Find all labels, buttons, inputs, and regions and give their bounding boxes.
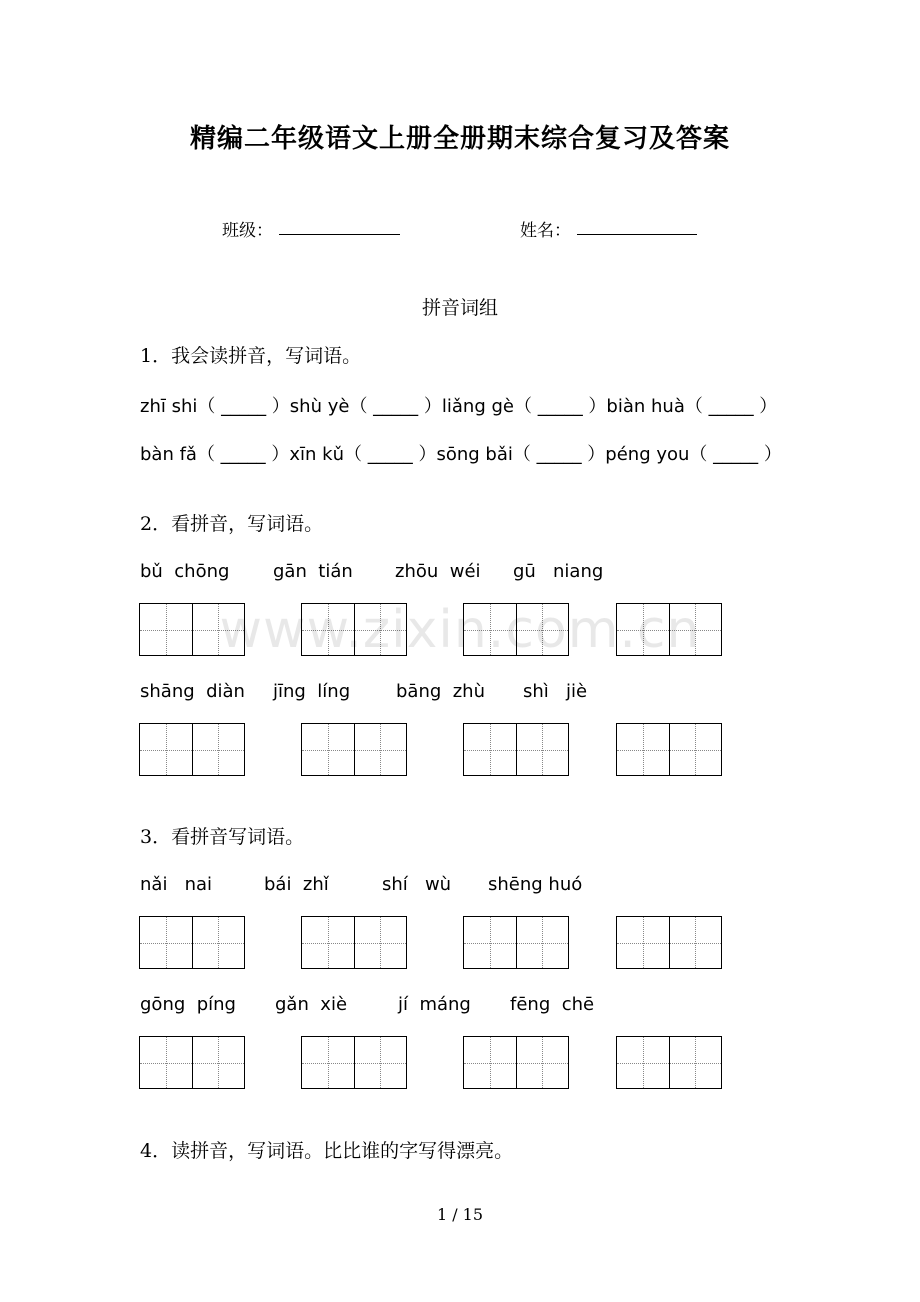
- pinyin-label: gū niang: [513, 561, 604, 582]
- writing-grid[interactable]: [139, 723, 245, 776]
- pinyin-label: gān tián: [273, 561, 353, 582]
- writing-grid[interactable]: [463, 916, 569, 969]
- pinyin-label: shì jiè: [523, 681, 588, 702]
- section-title: 拼音词组: [421, 297, 498, 319]
- writing-grid[interactable]: [139, 916, 245, 969]
- grid-cell[interactable]: [302, 724, 354, 775]
- pinyin-label: shēng huó: [488, 874, 583, 895]
- grid-cell[interactable]: [516, 917, 569, 968]
- grid-cell[interactable]: [617, 724, 669, 775]
- page-number: 1 / 15: [436, 1205, 484, 1224]
- pinyin-label: jīng líng: [273, 681, 351, 702]
- pinyin-label: nǎi nai: [140, 874, 213, 895]
- document-title: 精编二年级语文上册全册期末综合复习及答案: [189, 124, 730, 154]
- name-blank-line: [577, 234, 697, 235]
- grid-cell[interactable]: [516, 724, 569, 775]
- grid-cell[interactable]: [617, 1037, 669, 1088]
- pinyin-label: bāng zhù: [396, 681, 485, 702]
- writing-grid[interactable]: [301, 916, 407, 969]
- writing-grid[interactable]: [616, 723, 722, 776]
- question-1-row-2: bàn fǎ（ _____ ）xīn kǔ（ _____ ）sōng bǎi（ _____ ）péng you（ _____ ）: [140, 444, 782, 465]
- writing-grid[interactable]: [616, 916, 722, 969]
- grid-cell[interactable]: [669, 917, 722, 968]
- grid-cell[interactable]: [302, 1037, 354, 1088]
- grid-cell[interactable]: [354, 1037, 407, 1088]
- pinyin-label: shāng diàn: [140, 681, 245, 702]
- writing-grid[interactable]: [616, 1036, 722, 1089]
- grid-cell[interactable]: [354, 724, 407, 775]
- grid-cell[interactable]: [464, 917, 516, 968]
- pinyin-label: gǎn xiè: [275, 994, 348, 1015]
- grid-cell[interactable]: [617, 917, 669, 968]
- writing-grid[interactable]: [301, 1036, 407, 1089]
- pinyin-label: bái zhǐ: [264, 874, 329, 895]
- pinyin-label: zhōu wéi: [395, 561, 481, 582]
- question-2-title: 2．看拼音，写词语。: [140, 513, 324, 535]
- pinyin-label: fēng chē: [510, 994, 595, 1015]
- writing-grid[interactable]: [463, 1036, 569, 1089]
- grid-cell[interactable]: [140, 724, 192, 775]
- grid-cell[interactable]: [192, 1037, 245, 1088]
- grid-cell[interactable]: [669, 1037, 722, 1088]
- question-4-title: 4．读拼音，写词语。比比谁的字写得漂亮。: [140, 1140, 514, 1162]
- grid-cell[interactable]: [140, 1037, 192, 1088]
- grid-cell[interactable]: [354, 917, 407, 968]
- writing-grid[interactable]: [139, 1036, 245, 1089]
- grid-cell[interactable]: [669, 724, 722, 775]
- grid-cell[interactable]: [192, 917, 245, 968]
- grid-cell[interactable]: [464, 724, 516, 775]
- pinyin-label: bǔ chōng: [140, 561, 230, 582]
- name-label: 姓名：: [520, 221, 571, 241]
- grid-cell[interactable]: [192, 724, 245, 775]
- question-3-title: 3．看拼音写词语。: [140, 826, 305, 848]
- class-label: 班级：: [222, 221, 273, 241]
- pinyin-label: shí wù: [382, 874, 452, 895]
- grid-cell[interactable]: [302, 917, 354, 968]
- question-1-title: 1．我会读拼音，写词语。: [140, 345, 362, 367]
- class-blank-line: [279, 234, 400, 235]
- grid-cell[interactable]: [516, 1037, 569, 1088]
- pinyin-label: jí máng: [398, 994, 471, 1015]
- grid-cell[interactable]: [464, 1037, 516, 1088]
- question-1-row-1: zhī shi（ _____ ）shù yè（ _____ ）liǎng gè（ _____ ）biàn huà（ _____ ）: [140, 396, 778, 417]
- writing-grid[interactable]: [463, 723, 569, 776]
- watermark: www.zixin.com.cn: [219, 600, 701, 660]
- pinyin-label: gōng píng: [140, 994, 236, 1015]
- grid-cell[interactable]: [140, 917, 192, 968]
- writing-grid[interactable]: [301, 723, 407, 776]
